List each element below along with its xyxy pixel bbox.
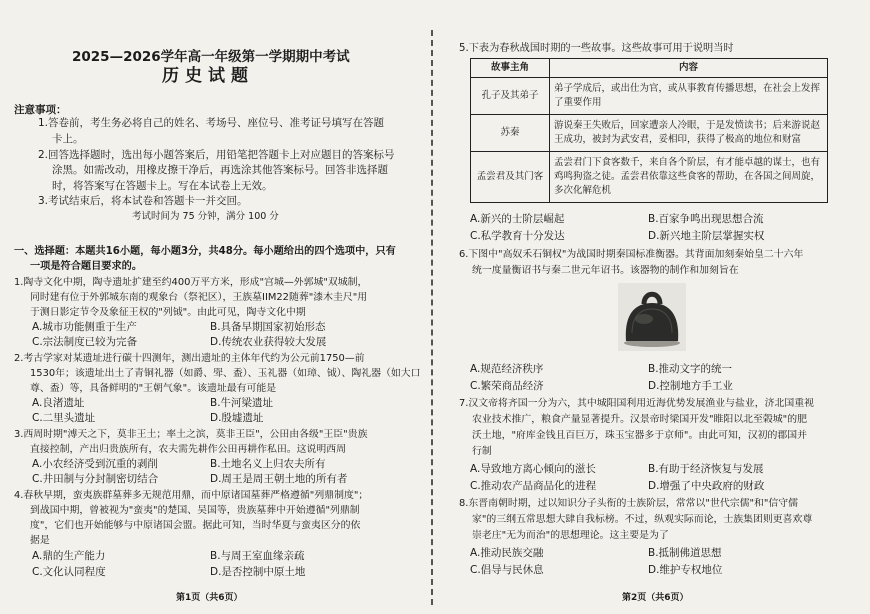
question-2-stem: 尊、盉）等，具备鲜明的"王朝气象"。该遗址最有可能是 bbox=[30, 383, 277, 394]
option-a: A.鼎的生产能力 bbox=[32, 550, 106, 562]
page-footer: 第2页（共6页） bbox=[622, 593, 689, 603]
option-b: B.推动文字的统一 bbox=[648, 363, 733, 375]
page-1 bbox=[0, 0, 430, 614]
bronze-weight-image bbox=[618, 283, 686, 351]
option-b: B.牛河梁遗址 bbox=[210, 397, 274, 409]
page-footer: 第1页（共6页） bbox=[176, 593, 243, 603]
option-c: C.宗法制度已较为完备 bbox=[32, 336, 138, 348]
question-4-stem: 度"，它们也开始能够与中原诸国会盟。据此可知，当时华夏与蛮夷区分的依 bbox=[30, 520, 361, 531]
table-cell: 弟子学成后，或出仕为官，或从事教育传播思想，在社会上发挥了重要作用 bbox=[550, 78, 828, 115]
option-c: C.二里头遗址 bbox=[32, 412, 96, 424]
table-cell: 游说秦王失败后，回家遭亲人冷眼，于是发愤读书；后来游说赵王成功，被封为武安君，妥相印，获得了极高的地位和财富 bbox=[550, 115, 828, 152]
option-b: B.与周王室血缘亲疏 bbox=[210, 550, 305, 562]
section-heading: 一项是符合题目要求的。 bbox=[30, 261, 143, 272]
option-a: A.城市功能侧重于生产 bbox=[32, 321, 137, 333]
question-7-stem: 沃土地，"府库金钱且百巨万，珠玉宝器多于京师"。由此可知，汉初的郡国并 bbox=[472, 430, 807, 441]
option-c: C.倡导与民休息 bbox=[470, 564, 544, 576]
question-3-stem: 3.西周时期"溥天之下，莫非王土；率土之滨，莫非王臣"，公田由各级"王臣"贵族 bbox=[14, 429, 368, 440]
option-a: A.良渚遗址 bbox=[32, 397, 85, 409]
table-row bbox=[471, 78, 828, 115]
table-row bbox=[471, 115, 828, 152]
option-a: A.新兴的士阶层崛起 bbox=[470, 213, 565, 225]
option-b: B.具备早期国家初始形态 bbox=[210, 321, 326, 333]
table-header: 故事主角 bbox=[471, 59, 550, 78]
question-8-stem: 家"的三纲五常思想大肆自我标榜。不过，纵观实际而论，士族集团则更喜欢尊 bbox=[472, 514, 813, 525]
time-info: 考试时间为 75 分钟，满分 100 分 bbox=[132, 211, 279, 222]
note-line: 1.答卷前，考生务必将自己的姓名、考场号、座位号、准考证号填写在答题 bbox=[38, 117, 385, 129]
story-table bbox=[470, 58, 828, 203]
question-6-stem: 6.下图中"高奴禾石铜权"为战国时期秦国标准衡器。其背面加刻秦始皇二十六年 bbox=[459, 249, 804, 260]
option-c: C.繁荣商品经济 bbox=[470, 380, 544, 392]
table-cell: 孟尝君门下食客数千，来自各个阶层，有才能卓越的谋士，也有鸡鸣狗盗之徒。孟尝君依靠这些食客的帮助，在各国之间周旋，多次化解危机 bbox=[550, 152, 828, 203]
option-c: C.文化认同程度 bbox=[32, 566, 106, 578]
note-line: 3.考试结束后，将本试卷和答题卡一并交回。 bbox=[38, 195, 248, 207]
option-c: C.推动农产品商品化的进程 bbox=[470, 480, 597, 492]
question-7-stem: 农业技术推广，粮食产量显著提升。汉景帝时梁国开发"睢阳以北至榖城"的肥 bbox=[472, 414, 807, 425]
option-a: A.小农经济受到沉重的剥削 bbox=[32, 458, 158, 470]
option-c: C.井田制与分封制密切结合 bbox=[32, 473, 159, 485]
section-heading: 一、选择题：本题共16小题，每小题3分，共48分。每小题给出的四个选项中，只有 bbox=[14, 246, 396, 257]
option-a: A.导致地方离心倾向的滋长 bbox=[470, 463, 596, 475]
option-d: D.维护专权地位 bbox=[648, 564, 723, 576]
exam-subject: 历史试题 bbox=[162, 66, 254, 86]
table-cell: 孟尝君及其门客 bbox=[471, 152, 550, 203]
question-4-stem: 据是 bbox=[30, 535, 50, 546]
note-line: 卡上。 bbox=[52, 133, 84, 145]
option-d: D.传统农业获得较大发展 bbox=[210, 336, 327, 348]
option-d: D.增强了中央政府的财政 bbox=[648, 480, 765, 492]
notes-heading: 注意事项： bbox=[14, 104, 67, 116]
note-line: 2.回答选择题时，选出每小题答案后，用铅笔把答题卡上对应题目的答案标号 bbox=[38, 149, 395, 161]
question-8-stem: 崇老庄"无为而治"的思想理论。这主要是为了 bbox=[472, 530, 669, 541]
question-3-stem: 直接控制，产出归贵族所有，农夫需先耕作公田再耕作私田。这说明西周 bbox=[30, 444, 347, 455]
question-1-stem: 于测日影定节令及象征王权的"列钺"。由此可见，陶寺文化中期 bbox=[30, 307, 306, 318]
question-2-stem: 1530年；该遗址出土了青铜礼器（如爵、斝、盉）、玉礼器（如璋、钺）、陶礼器（如大口 bbox=[30, 368, 421, 379]
question-1-stem: 同时建有位于外郭城东南的观象台（祭祀区），王族墓IIM22随葬"漆木圭尺"用 bbox=[30, 292, 368, 303]
question-4-stem: 到战国中期，曾被视为"蛮夷"的楚国、吴国等，贵族墓葬中开始遵循"列鼎制 bbox=[30, 505, 360, 516]
option-d: D.殷墟遗址 bbox=[210, 412, 264, 424]
option-c: C.私学教育十分发达 bbox=[470, 230, 565, 242]
question-5-stem: 5.下表为春秋战国时期的一些故事。这些故事可用于说明当时 bbox=[459, 43, 734, 54]
question-6-stem: 统一度量衡诏书与秦二世元年诏书。该器物的制作和加刻旨在 bbox=[472, 265, 739, 276]
table-cell: 孔子及其弟子 bbox=[471, 78, 550, 115]
option-b: B.抵制佛道思想 bbox=[648, 547, 722, 559]
option-b: B.百家争鸣出现思想合流 bbox=[648, 213, 764, 225]
option-a: A.规范经济秩序 bbox=[470, 363, 544, 375]
note-line: 时，将答案写在答题卡上。写在本试卷上无效。 bbox=[52, 180, 273, 192]
table-header: 内容 bbox=[550, 59, 828, 78]
option-b: B.有助于经济恢复与发展 bbox=[648, 463, 764, 475]
option-b: B.土地名义上归农夫所有 bbox=[210, 458, 326, 470]
option-d: D.周王是周王朝土地的所有者 bbox=[210, 473, 348, 485]
table-row bbox=[471, 152, 828, 203]
note-line: 涂黑。如需改动，用橡皮擦干净后，再选涂其他答案标号。回答非选择题 bbox=[52, 164, 388, 176]
option-d: D.是否控制中原土地 bbox=[210, 566, 306, 578]
question-7-stem: 7.汉文帝将齐国一分为六，其中城阳国利用近海优势发展渔业与盐业，济北国重视 bbox=[459, 398, 815, 409]
question-2-stem: 2.考古学家对某遗址进行碳十四测年，测出遗址的主体年代约为公元前1750—前 bbox=[14, 353, 365, 364]
question-8-stem: 8.东晋南朝时期，过以知识分子头衔的士族阶层，常常以"世代宗儒"和"信守儒 bbox=[459, 498, 799, 509]
option-d: D.控制地方手工业 bbox=[648, 380, 733, 392]
option-a: A.推动民族交融 bbox=[470, 547, 544, 559]
question-1-stem: 1.陶寺文化中期，陶寺遗址扩建至约400万平方米，形成"宫城—外郭城"双城制， bbox=[14, 277, 368, 288]
exam-title: 2025—2026学年高一年级第一学期期中考试 bbox=[72, 49, 350, 65]
page-divider bbox=[431, 30, 435, 605]
question-4-stem: 4.春秋早期，蛮夷族群墓葬多无规范用鼎，而中原诸国墓葬严格遵循"列鼎制度"； bbox=[14, 490, 369, 501]
option-d: D.新兴地主阶层掌握实权 bbox=[648, 230, 765, 242]
question-7-stem: 行制 bbox=[472, 446, 492, 457]
table-cell: 苏秦 bbox=[471, 115, 550, 152]
